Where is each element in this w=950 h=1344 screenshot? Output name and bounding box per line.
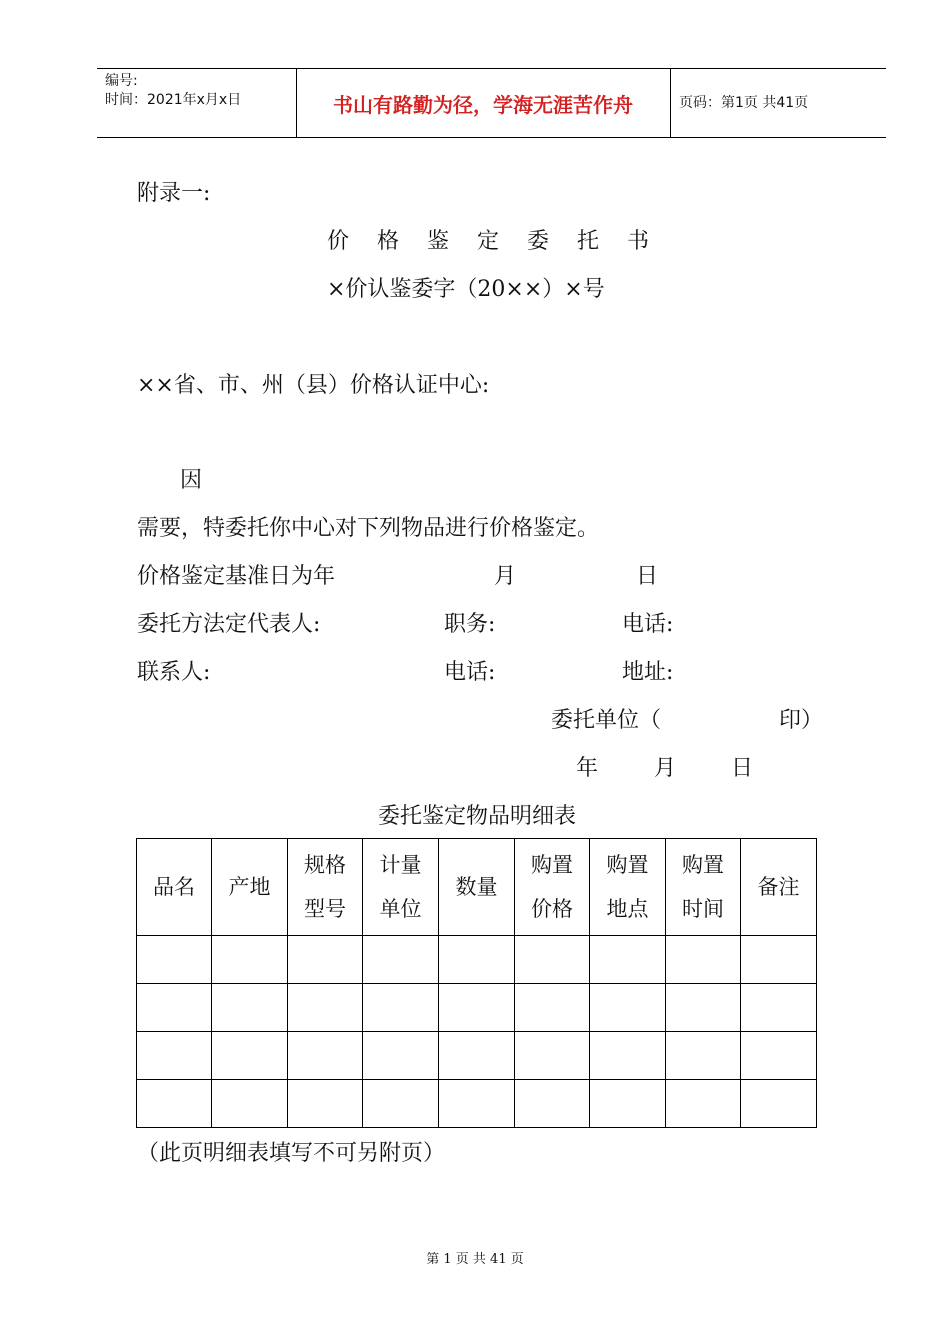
header-cell: 购置 地点 [590,839,666,936]
table-cell[interactable] [363,1032,439,1080]
table-cell[interactable] [741,984,817,1032]
table-row [137,984,817,1032]
table-cell[interactable] [741,936,817,984]
table-cell[interactable] [666,1080,741,1128]
header-cell: 购置 时间 [666,839,741,936]
sign-month: 月 [654,756,677,781]
table-cell[interactable] [515,1080,590,1128]
header-cell: 规格 型号 [288,839,363,936]
table-cell[interactable] [515,1032,590,1080]
table-cell[interactable] [515,936,590,984]
header-meta [105,72,241,110]
table-cell[interactable] [137,1032,212,1080]
table-cell[interactable] [137,984,212,1032]
table-cell[interactable] [590,936,666,984]
header-motto: 书山有路勤为径，学海无涯苦作舟 [333,92,633,117]
header-cell: 数量 [439,839,515,936]
header-cell: 计量 单位 [363,839,439,936]
header-cell: 品名 [137,839,212,936]
page-header [97,68,886,138]
reason-prefix: 因 [180,468,203,493]
legal-rep-label: 委托方法定代表人: [137,612,321,637]
table-header-row [137,839,817,936]
table-cell[interactable] [741,1032,817,1080]
appendix-label: 附录一: [137,181,211,206]
sign-year: 年 [576,756,599,781]
table-cell[interactable] [439,1080,515,1128]
table-cell[interactable] [439,936,515,984]
table-cell[interactable] [666,984,741,1032]
header-cell: 产地 [212,839,288,936]
table-cell[interactable] [363,936,439,984]
table-cell[interactable] [212,1080,288,1128]
table-row [137,1080,817,1128]
base-date-day: 日 [636,564,659,589]
table-row [137,1032,817,1080]
table-cell[interactable] [212,936,288,984]
detail-table [136,838,817,1128]
table-cell[interactable] [363,984,439,1032]
table-cell[interactable] [666,1032,741,1080]
contact-label: 联系人: [137,660,211,685]
number-label: 编号: [105,73,138,89]
time-label: 时间：2021年x月x日 [105,92,242,108]
document-number: ×价认鉴委字（20××）×号 [327,277,605,302]
table-cell[interactable] [137,1080,212,1128]
phone-label: 电话: [622,612,674,637]
table-cell[interactable] [288,1080,363,1128]
table-cell[interactable] [212,984,288,1032]
table-cell[interactable] [363,1080,439,1128]
table-title: 委托鉴定物品明细表 [378,804,577,829]
client-unit-label: 委托单位（ [551,708,662,733]
table-cell[interactable] [439,984,515,1032]
table-cell[interactable] [288,984,363,1032]
sign-day: 日 [731,756,754,781]
table-cell[interactable] [212,1032,288,1080]
request-line: 需要，特委托你中心对下列物品进行价格鉴定。 [137,516,600,541]
table-cell[interactable] [515,984,590,1032]
table-cell[interactable] [590,1080,666,1128]
page-footer: 第 1 页 共 41 页 [426,1252,524,1267]
table-cell[interactable] [137,936,212,984]
document-title: 价格鉴定委托书 [327,229,678,254]
table-cell[interactable] [288,936,363,984]
base-date-month: 月 [494,564,517,589]
table-cell[interactable] [741,1080,817,1128]
table-cell[interactable] [666,936,741,984]
table-row [137,936,817,984]
header-divider [670,69,671,137]
contact-phone-label: 电话: [444,660,496,685]
base-date-label: 价格鉴定基准日为年 [137,564,336,589]
recipient-line: ××省、市、州（县）价格认证中心: [137,373,490,398]
table-cell[interactable] [590,1032,666,1080]
seal-label: 印） [779,708,824,733]
address-label: 地址: [622,660,674,685]
table-note: （此页明细表填写不可另附页） [137,1141,446,1166]
table-cell[interactable] [590,984,666,1032]
table-cell[interactable] [288,1032,363,1080]
header-cell: 备注 [741,839,817,936]
header-page-info: 页码：第1页 共41页 [679,95,809,111]
table-cell[interactable] [439,1032,515,1080]
position-label: 职务: [444,612,496,637]
header-cell: 购置 价格 [515,839,590,936]
